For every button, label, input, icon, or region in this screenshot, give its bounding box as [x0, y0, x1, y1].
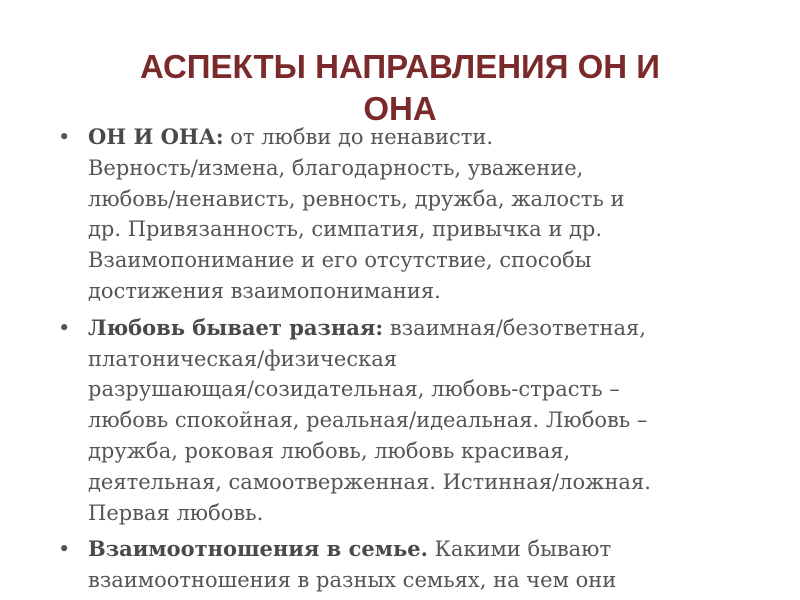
bullet-line: взаимоотношения в разных семьях, на чем они: [88, 568, 617, 593]
bullet-lyubov: [58, 313, 788, 529]
bullet-vzaimootnosheniya: [58, 534, 788, 596]
bullet-lead: Взаимоотношения в семье.: [88, 536, 428, 562]
bullet-line: [88, 122, 788, 153]
bullet-text: взаимная/безответная,: [383, 315, 646, 340]
bullet-lead: ОН И ОНА:: [88, 124, 224, 149]
slide-title: [0, 46, 800, 130]
bullet-line: разрушающая/созидательная, любовь-страсть –: [88, 377, 620, 402]
bullet-line: любовь спокойная, реальная/идеальная. Любовь –: [88, 408, 648, 433]
bullet-line: [88, 313, 788, 344]
bullet-line: Взаимопонимание и его отсутствие, способы: [88, 248, 592, 273]
bullet-text: от любви до ненависти.: [223, 125, 494, 149]
bullet-on-i-ona: [58, 122, 788, 307]
bullet-line: [88, 534, 788, 565]
bullet-lead: Любовь бывает разная:: [88, 314, 384, 340]
bullet-line: Первая любовь.: [88, 500, 264, 525]
bullet-line: платоническая/физическая: [88, 346, 398, 371]
bullet-list: [58, 122, 788, 600]
bullet-line: деятельная, самоотверженная. Истинная/ложная.: [88, 469, 651, 494]
slide-title-line-1: АСПЕКТЫ НАПРАВЛЕНИЯ ОН И: [139, 48, 661, 85]
bullet-line: Верность/измена, благодарность, уважение,: [88, 155, 584, 180]
bullet-line: любовь/ненависть, ревность, дружба, жалость и: [88, 186, 625, 211]
bullet-line: достижения взаимопонимания.: [88, 278, 441, 303]
bullet-line: др. Привязанность, симпатия, привычка и др.: [88, 217, 603, 242]
bullet-text: Какими бывают: [427, 537, 612, 562]
bullet-line: дружба, роковая любовь, любовь красивая,: [88, 438, 571, 463]
slide-title-line-2: ОНА: [363, 90, 437, 127]
